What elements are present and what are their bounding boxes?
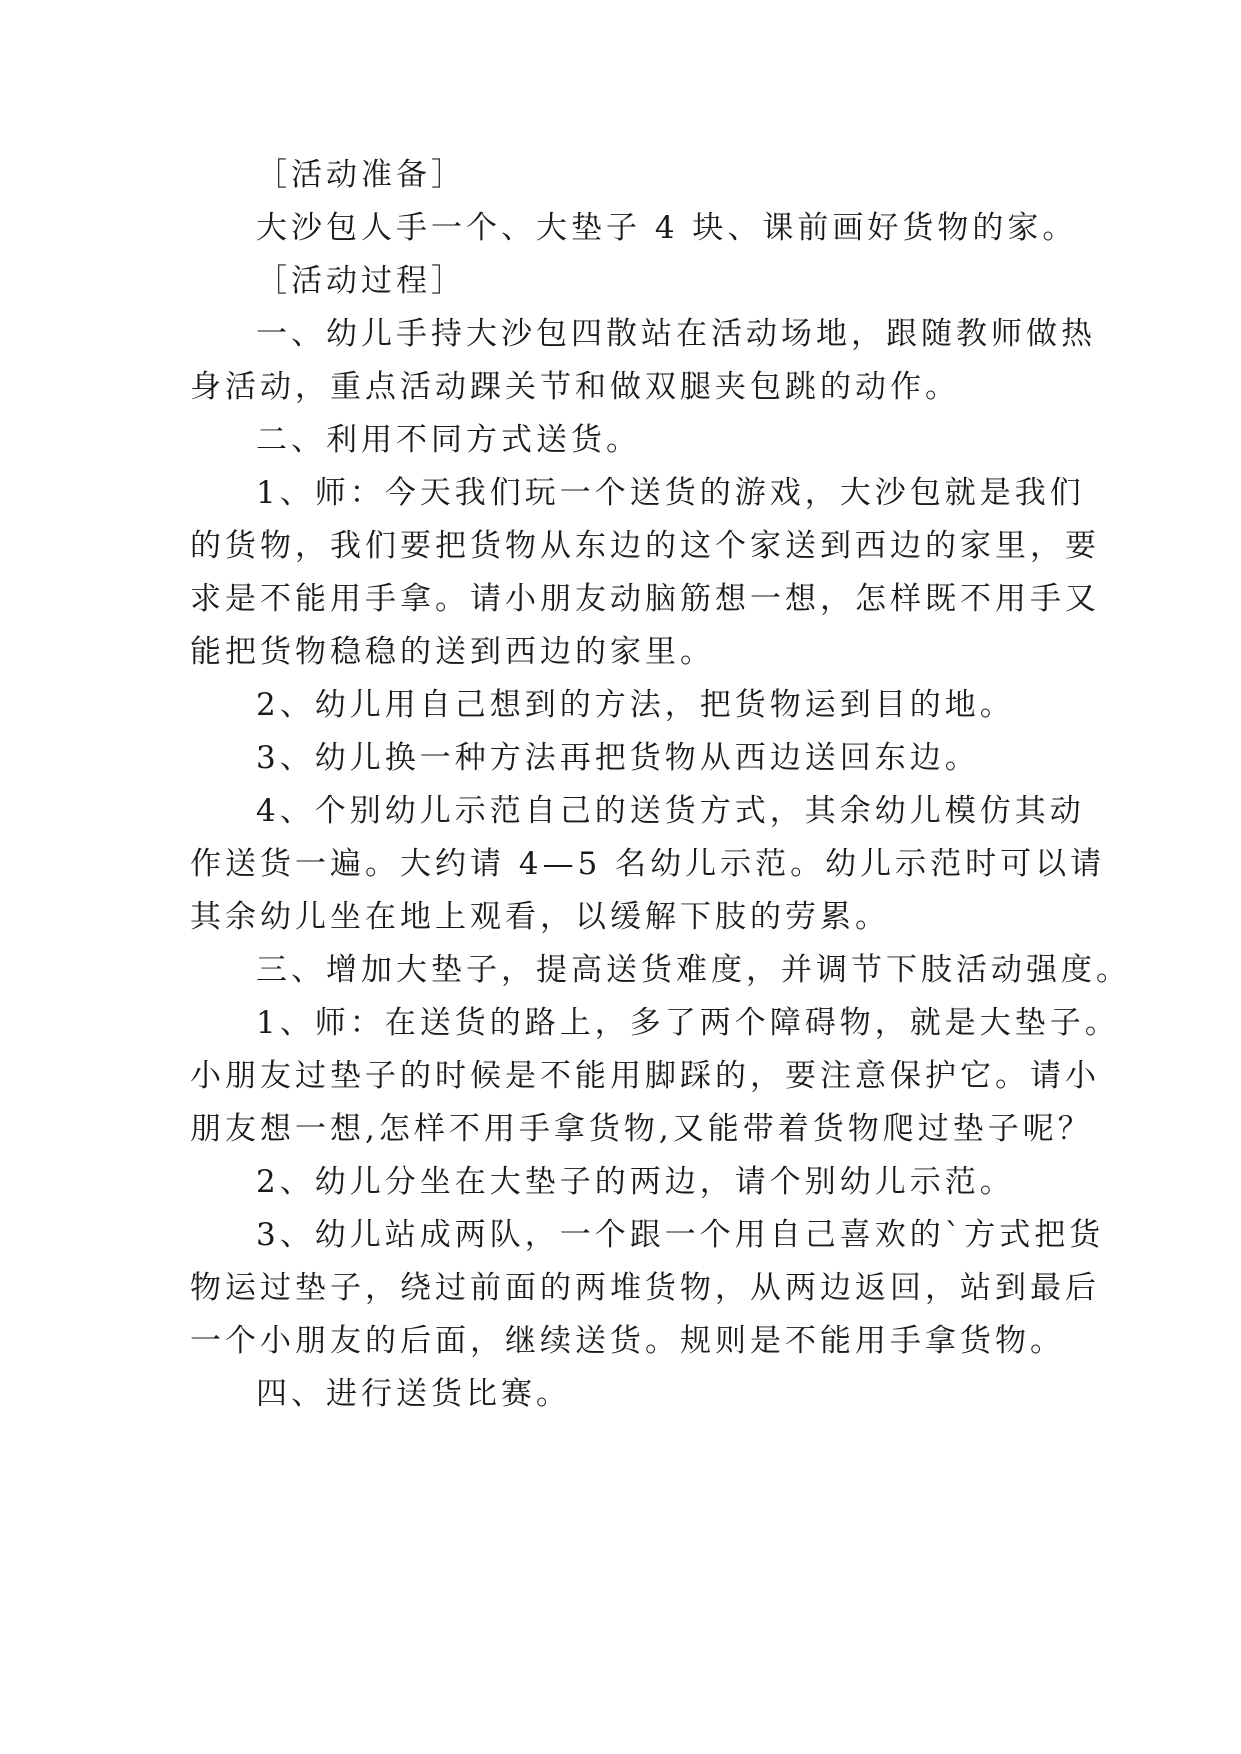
paragraph-line: 的货物，我们要把货物从东边的这个家送到西边的家里，要 xyxy=(190,528,1100,564)
paragraph-line: 一、幼儿手持大沙包四散站在活动场地，跟随教师做热 xyxy=(256,316,1096,352)
paragraph-line: 小朋友过垫子的时候是不能用脚踩的，要注意保护它。请小 xyxy=(190,1058,1100,1094)
paragraph-line: 3、幼儿换一种方法再把货物从西边送回东边。 xyxy=(256,740,980,776)
heading-activity-process: ［活动过程］ xyxy=(256,263,466,299)
paragraph-line: 作送货一遍。大约请 4—5 名幼儿示范。幼儿示范时可以请 xyxy=(190,846,1106,882)
paragraph-line: 物运过垫子，绕过前面的两堆货物，从两边返回，站到最后 xyxy=(190,1270,1100,1306)
paragraph-line: 2、幼儿用自己想到的方法，把货物运到目的地。 xyxy=(256,687,1015,723)
paragraph-line: 大沙包人手一个、大垫子 4 块、课前画好货物的家。 xyxy=(256,210,1078,246)
paragraph-line: 朋友想一想,怎样不用手拿货物,又能带着货物爬过垫子呢？ xyxy=(190,1111,1093,1147)
paragraph-line: 能把货物稳稳的送到西边的家里。 xyxy=(190,634,715,670)
paragraph-line: 求是不能用手拿。请小朋友动脑筋想一想，怎样既不用手又 xyxy=(190,581,1100,617)
paragraph-line: 2、幼儿分坐在大垫子的两边，请个别幼儿示范。 xyxy=(256,1164,1015,1200)
paragraph-line: 1、师：在送货的路上，多了两个障碍物，就是大垫子。 xyxy=(256,1005,1120,1041)
paragraph-line: 1、师：今天我们玩一个送货的游戏，大沙包就是我们 xyxy=(256,475,1085,511)
paragraph-line: 四、进行送货比赛。 xyxy=(256,1376,571,1412)
paragraph-line: 身活动，重点活动踝关节和做双腿夹包跳的动作。 xyxy=(190,369,960,405)
paragraph-line: 二、利用不同方式送货。 xyxy=(256,422,641,458)
heading-activity-preparation: ［活动准备］ xyxy=(256,157,466,193)
paragraph-line: 其余幼儿坐在地上观看，以缓解下肢的劳累。 xyxy=(190,899,890,935)
paragraph-line: 一个小朋友的后面，继续送货。规则是不能用手拿货物。 xyxy=(190,1323,1065,1359)
paragraph-line: 三、增加大垫子，提高送货难度，并调节下肢活动强度。 xyxy=(256,952,1131,988)
paragraph-line: 3、幼儿站成两队，一个跟一个用自己喜欢的`方式把货 xyxy=(256,1217,1105,1253)
paragraph-line: 4、个别幼儿示范自己的送货方式，其余幼儿模仿其动 xyxy=(256,793,1085,829)
